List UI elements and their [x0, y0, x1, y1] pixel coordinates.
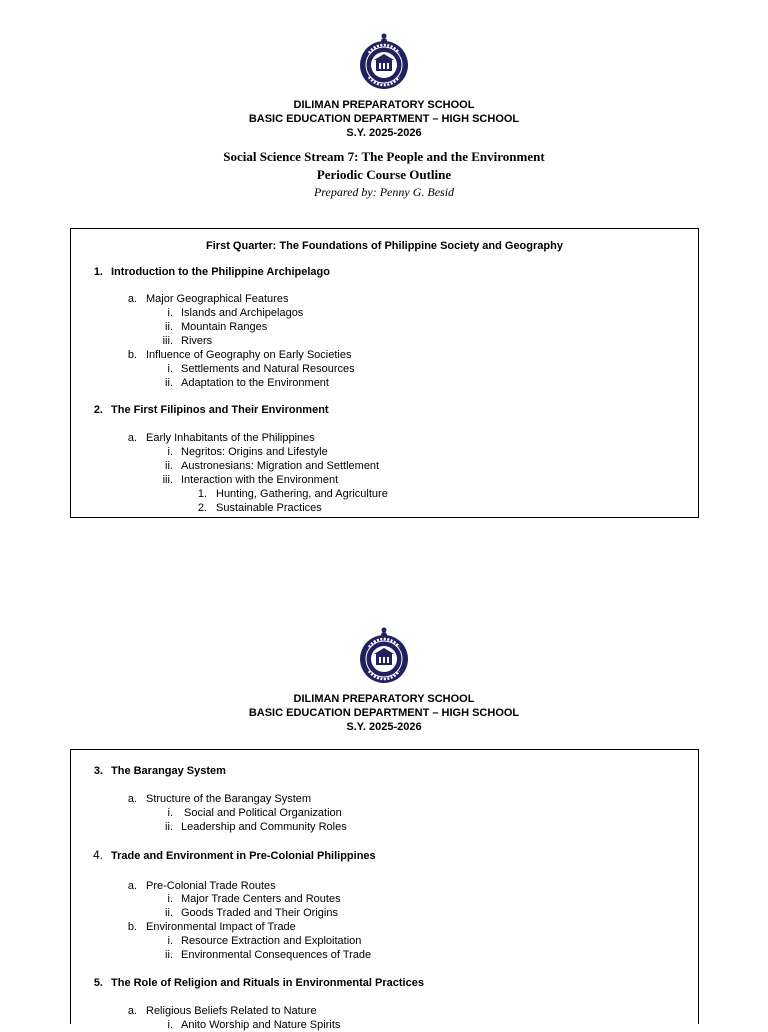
prepared-by: Prepared by: Penny G. Besid	[313, 185, 455, 199]
topic-title: Trade and Environment in Pre-Colonial Philippines	[111, 850, 376, 862]
list-item: Sustainable Practices	[216, 502, 322, 514]
item-marker: ii.	[165, 949, 173, 961]
list-item: Mountain Ranges	[181, 321, 268, 333]
course-title: Social Science Stream 7: The People and the Environment	[223, 149, 545, 164]
list-item: Leadership and Community Roles	[181, 821, 347, 833]
topic-number: 5.	[93, 977, 103, 989]
school-seal-icon	[359, 627, 409, 691]
topic-number: 3.	[93, 765, 103, 777]
item-marker: i.	[167, 307, 173, 319]
list-item: Environmental Impact of Trade	[146, 921, 296, 933]
item-marker: ii.	[165, 460, 173, 472]
outline-title: Periodic Course Outline	[316, 167, 452, 182]
item-marker: ii.	[165, 907, 173, 919]
list-item: Major Trade Centers and Routes	[181, 893, 341, 905]
school-year: S.Y. 2025-2026	[346, 721, 422, 733]
school-name: DILIMAN PREPARATORY SCHOOL	[293, 693, 475, 705]
item-marker: a.	[127, 880, 137, 892]
list-item: Negritos: Origins and Lifestyle	[181, 446, 328, 458]
list-item: Major Geographical Features	[146, 293, 289, 305]
item-marker: a.	[127, 793, 137, 805]
item-marker: i.	[167, 363, 173, 375]
topic-title: The Barangay System	[111, 765, 226, 777]
list-item: Early Inhabitants of the Philippines	[146, 432, 315, 444]
item-marker: 1.	[197, 488, 207, 500]
list-item: Social and Political Organization	[184, 807, 342, 819]
list-item: Rivers	[181, 335, 213, 347]
item-marker: ii.	[165, 377, 173, 389]
item-marker: i.	[167, 935, 173, 947]
item-marker: i.	[167, 446, 173, 458]
list-item: Islands and Archipelagos	[181, 307, 304, 319]
outline-continued	[70, 749, 699, 1031]
item-marker: ii.	[165, 321, 173, 333]
list-item: Structure of the Barangay System	[146, 793, 312, 805]
school-year: S.Y. 2025-2026	[346, 127, 422, 139]
list-item: Adaptation to the Environment	[181, 377, 329, 389]
item-marker: i.	[167, 807, 173, 819]
item-marker: 2.	[197, 502, 207, 514]
page1-header	[0, 33, 768, 200]
list-item: Religious Beliefs Related to Nature	[146, 1005, 317, 1017]
list-item: Anito Worship and Nature Spirits	[181, 1019, 341, 1031]
topic-number: 1.	[93, 266, 103, 278]
item-marker: b.	[127, 349, 137, 361]
list-item: Resource Extraction and Exploitation	[181, 935, 362, 947]
item-marker: a.	[127, 432, 137, 444]
item-marker: a.	[127, 293, 137, 305]
department: BASIC EDUCATION DEPARTMENT – HIGH SCHOOL	[248, 113, 520, 125]
item-marker: b.	[127, 921, 137, 933]
item-marker: a.	[127, 1005, 137, 1017]
list-item: Austronesians: Migration and Settlement	[181, 460, 380, 472]
item-marker: ii.	[165, 821, 173, 833]
list-item: Settlements and Natural Resources	[181, 363, 355, 375]
item-marker: iii.	[162, 474, 173, 486]
list-item: Environmental Consequences of Trade	[181, 949, 372, 961]
school-seal-icon	[359, 33, 409, 97]
list-item: Influence of Geography on Early Societies	[146, 349, 352, 361]
list-item: Interaction with the Environment	[181, 474, 339, 486]
list-item: Goods Traded and Their Origins	[181, 907, 338, 919]
topic-title: The First Filipinos and Their Environment	[111, 404, 329, 416]
department: BASIC EDUCATION DEPARTMENT – HIGH SCHOOL	[248, 707, 520, 719]
item-marker: i.	[167, 893, 173, 905]
quarter-title: First Quarter: The Foundations of Philippine Society and Geography	[206, 240, 563, 252]
topic-title: Introduction to the Philippine Archipelago	[111, 266, 330, 278]
item-marker: i.	[167, 1019, 173, 1031]
first-quarter-outline	[70, 228, 699, 518]
topic-title: The Role of Religion and Rituals in Environmental Practices	[111, 977, 424, 989]
page2-header	[0, 627, 768, 734]
list-item: Hunting, Gathering, and Agriculture	[216, 488, 388, 500]
topic-number: 2.	[93, 404, 103, 416]
list-item: Pre-Colonial Trade Routes	[146, 880, 276, 892]
school-name: DILIMAN PREPARATORY SCHOOL	[293, 99, 475, 111]
topic-number: 4.	[92, 848, 103, 862]
item-marker: iii.	[162, 335, 173, 347]
